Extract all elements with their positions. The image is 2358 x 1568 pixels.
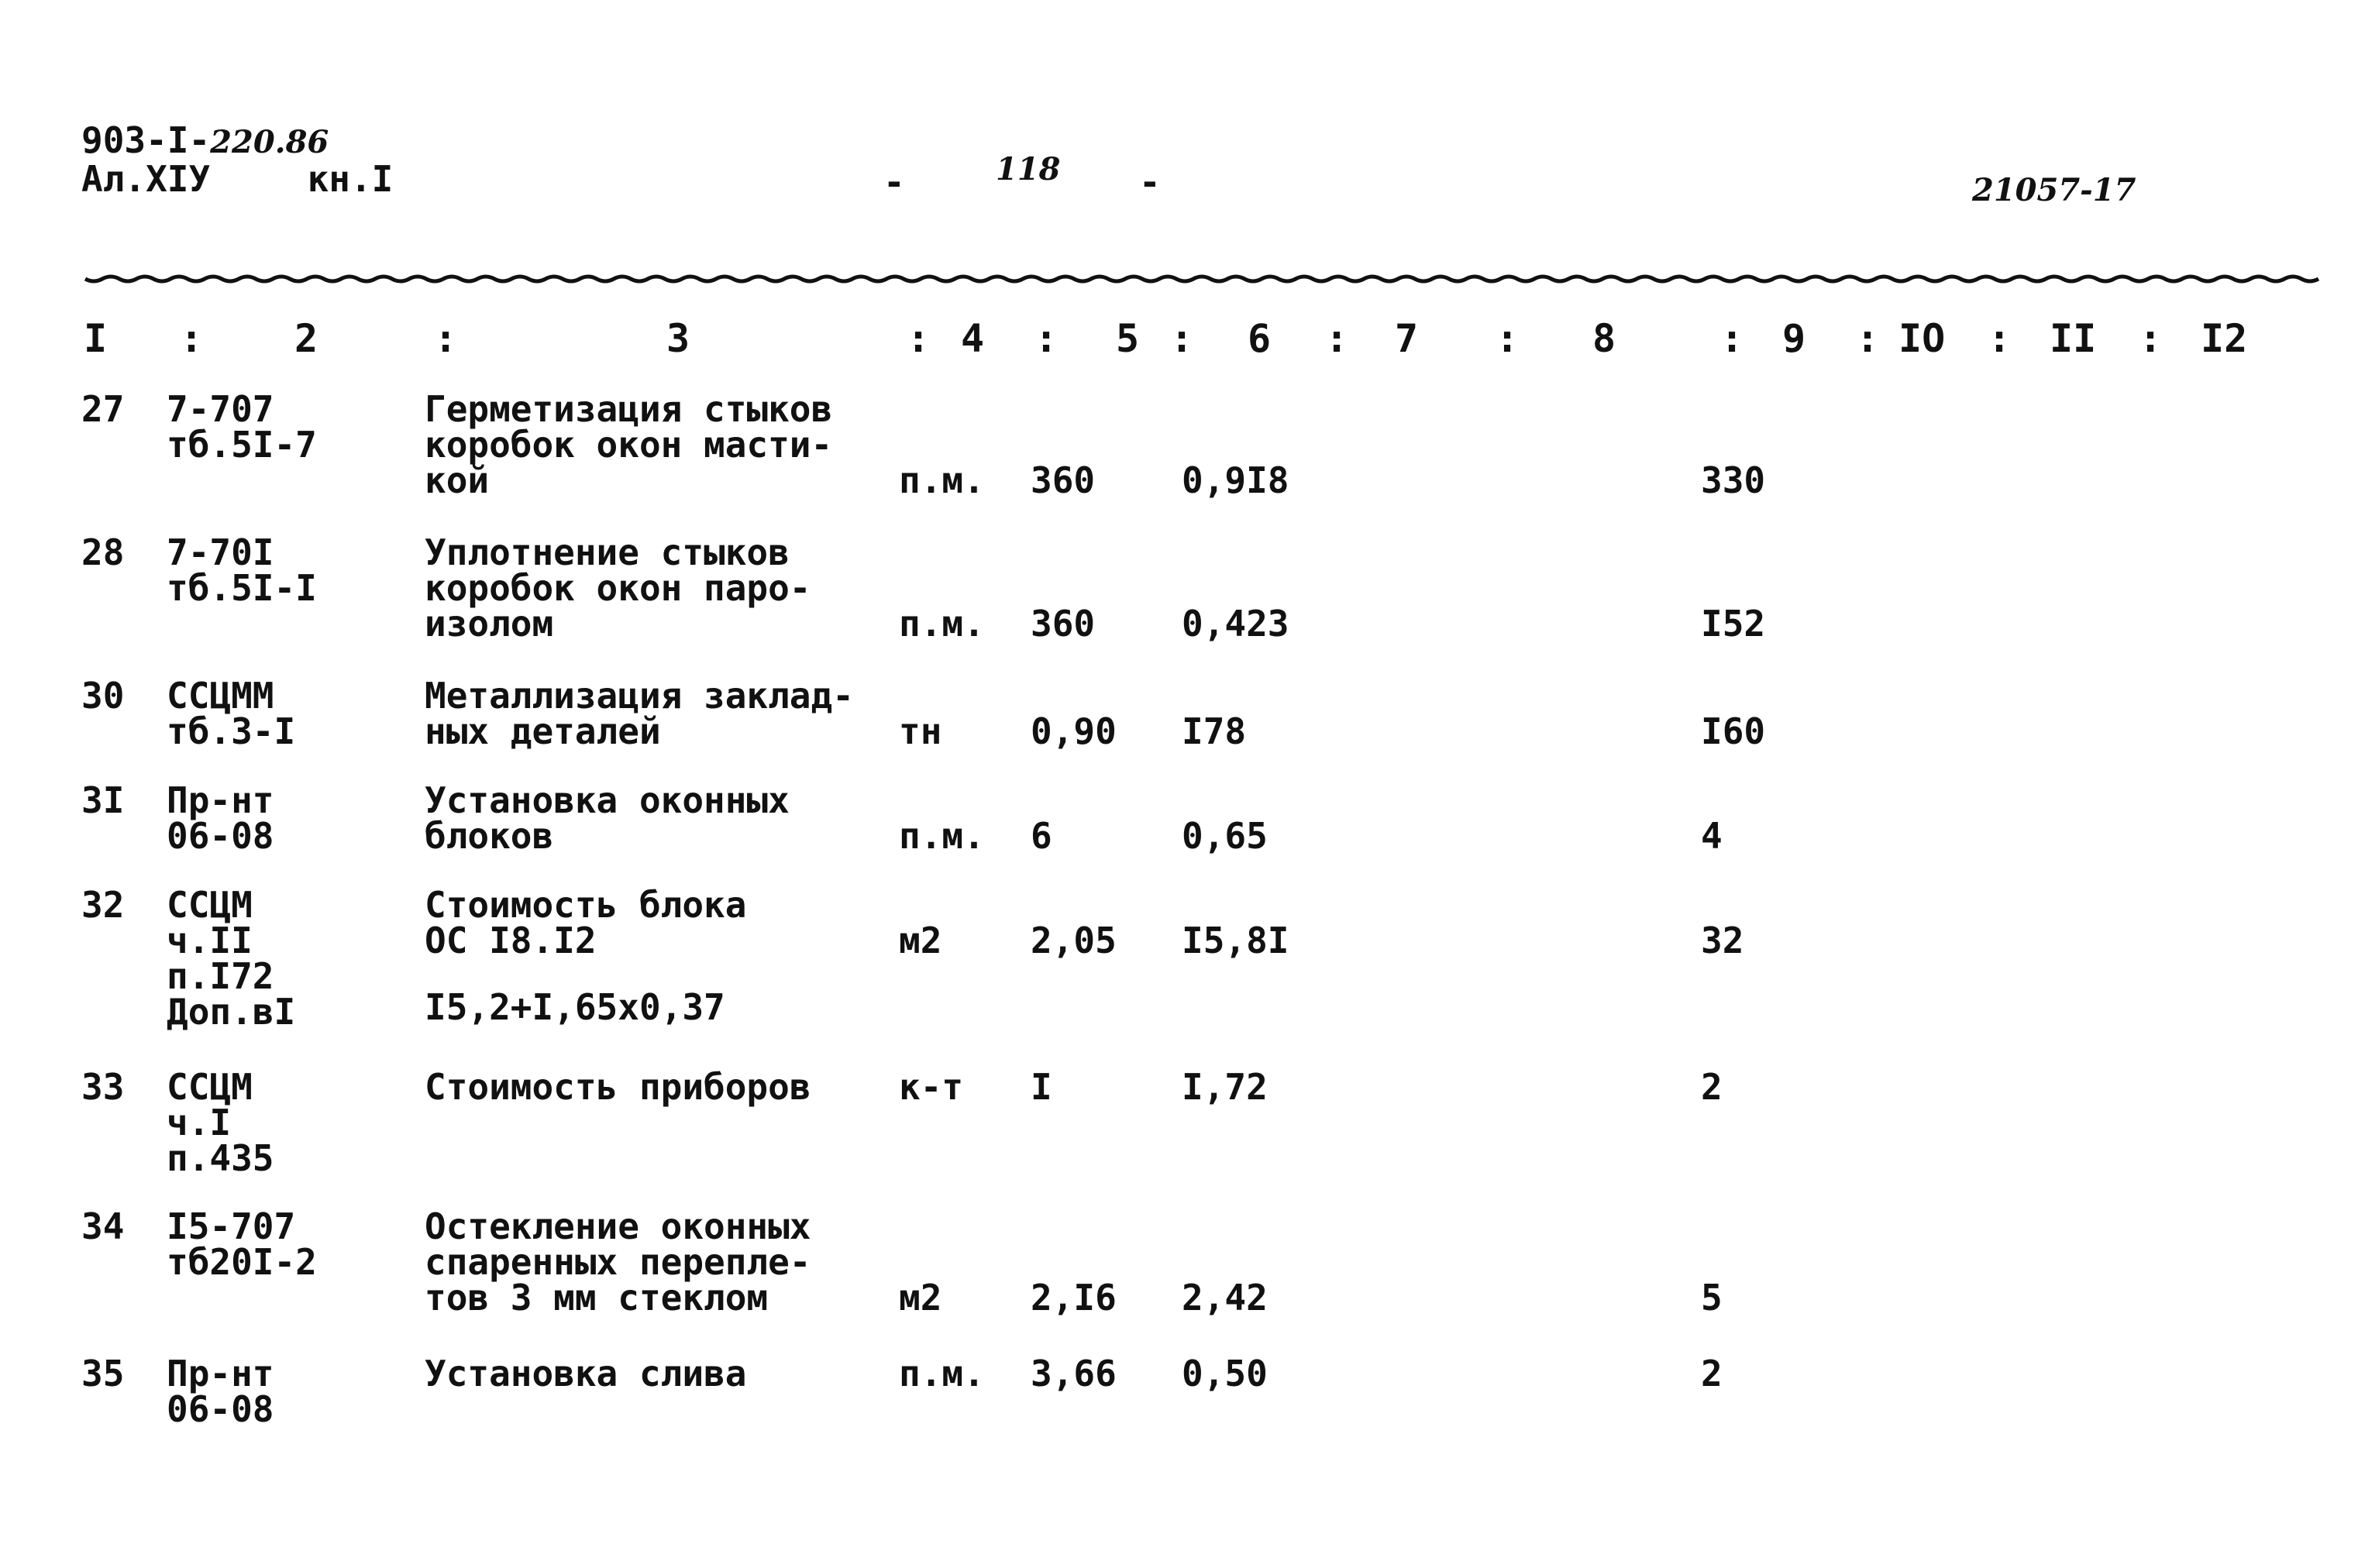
- row-description-line: блоков: [425, 815, 554, 857]
- row-reference-line: Пр-нт: [167, 1353, 274, 1394]
- row-reference-line: I5-707: [167, 1205, 296, 1247]
- row-reference-line: ч.II: [167, 920, 253, 961]
- row-total: 5: [1701, 1277, 1723, 1319]
- row-number: 28: [81, 531, 125, 573]
- row-description-line: Установка оконных: [425, 779, 790, 821]
- row-description-line: спаренных перепле-: [425, 1241, 811, 1283]
- column-separator: :: [1856, 316, 1880, 361]
- row-quantity: 360: [1031, 459, 1096, 501]
- row-reference: [167, 779, 274, 857]
- row-description-line: кой: [425, 459, 490, 501]
- row-number: 33: [81, 1066, 125, 1108]
- row-total: I52: [1701, 603, 1766, 645]
- row-description-line: Металлизация заклад-: [425, 675, 854, 717]
- top-wavy-rule: [0, 0, 2358, 310]
- row-description-line: Остекление оконных: [425, 1205, 811, 1247]
- row-description: [425, 884, 747, 961]
- row-total: I60: [1701, 710, 1766, 752]
- column-number-5: 5: [1116, 316, 1140, 361]
- row-reference-line: ч.I: [167, 1102, 232, 1143]
- column-separator: :: [907, 316, 931, 361]
- column-separator: :: [1496, 316, 1520, 361]
- document-code-handwritten: 220.86: [210, 124, 329, 160]
- row-unit: к-т: [899, 1066, 964, 1108]
- row-unit: м2: [899, 1277, 942, 1319]
- row-number: 35: [81, 1353, 125, 1394]
- column-separator: :: [1034, 316, 1059, 361]
- row-unit-price: 0,65: [1182, 815, 1268, 857]
- album-label: Ал.XIУ: [81, 158, 211, 200]
- row-reference-line: 06-08: [167, 1388, 274, 1430]
- row-reference: [167, 675, 296, 752]
- row-description-line: Герметизация стыков: [425, 388, 833, 430]
- row-description-line: коробок окон масти-: [425, 424, 833, 466]
- row-quantity: 2,05: [1031, 920, 1117, 961]
- row-calculation-note: I5,2+I,65х0,37: [425, 986, 725, 1028]
- row-reference: [167, 1066, 274, 1179]
- page-dash-right: -: [1139, 161, 1161, 203]
- row-description: [425, 1066, 811, 1108]
- row-unit: м2: [899, 920, 942, 961]
- row-unit: тн: [899, 710, 942, 752]
- row-total: 4: [1701, 815, 1723, 857]
- row-unit-price: 2,42: [1182, 1277, 1268, 1319]
- row-total: 2: [1701, 1066, 1723, 1108]
- column-separator: :: [1170, 316, 1194, 361]
- row-reference-line: п.I72: [167, 955, 274, 997]
- row-unit-price: I,72: [1182, 1066, 1268, 1108]
- column-number-3: 3: [666, 316, 690, 361]
- column-separator: :: [1720, 316, 1744, 361]
- row-reference-line: ССЦМ: [167, 884, 253, 926]
- row-reference: [167, 531, 317, 609]
- row-reference-line: Доп.вI: [167, 991, 296, 1033]
- row-number: 34: [81, 1205, 125, 1247]
- column-separator: :: [180, 316, 204, 361]
- column-number-4: 4: [961, 316, 985, 361]
- row-unit: п.м.: [899, 1353, 985, 1394]
- row-total: 32: [1701, 920, 1744, 961]
- column-number-8: 8: [1592, 316, 1616, 361]
- column-number-11: II: [2050, 316, 2097, 361]
- row-quantity: 3,66: [1031, 1353, 1117, 1394]
- row-reference-line: Пр-нт: [167, 779, 274, 821]
- row-reference-line: тб.5I-7: [167, 424, 317, 466]
- row-quantity: 0,90: [1031, 710, 1117, 752]
- page-dash-left: -: [883, 161, 905, 203]
- row-reference: [167, 388, 317, 466]
- row-number: 30: [81, 675, 125, 717]
- column-separator: :: [1325, 316, 1349, 361]
- row-description: [425, 779, 790, 857]
- row-reference-line: тб20I-2: [167, 1241, 317, 1283]
- row-unit: п.м.: [899, 459, 985, 501]
- row-description-line: коробок окон паро-: [425, 567, 811, 609]
- column-number-12: I2: [2201, 316, 2248, 361]
- row-quantity: 2,I6: [1031, 1277, 1117, 1319]
- row-quantity: 6: [1031, 815, 1052, 857]
- row-quantity: 360: [1031, 603, 1096, 645]
- column-separator: :: [434, 316, 458, 361]
- row-reference-line: 06-08: [167, 815, 274, 857]
- row-total: 2: [1701, 1353, 1723, 1394]
- row-unit-price: 0,50: [1182, 1353, 1268, 1394]
- column-number-9: 9: [1782, 316, 1806, 361]
- column-separator: :: [2139, 316, 2163, 361]
- row-description: [425, 388, 833, 501]
- row-reference: [167, 1205, 317, 1283]
- row-reference: [167, 884, 296, 1033]
- row-description: [425, 1353, 747, 1394]
- row-description-line: Установка слива: [425, 1353, 747, 1394]
- row-unit-price: 0,9I8: [1182, 459, 1289, 501]
- row-reference-line: 7-70I: [167, 531, 274, 573]
- row-reference-line: ССЦММ: [167, 675, 274, 717]
- sheet-code: 21057-17: [1972, 172, 2136, 208]
- row-reference: [167, 1353, 274, 1430]
- row-unit: п.м.: [899, 603, 985, 645]
- row-unit: п.м.: [899, 815, 985, 857]
- row-number: 32: [81, 884, 125, 926]
- row-description-line: ных деталей: [425, 710, 661, 752]
- row-description: [425, 1205, 811, 1319]
- row-reference-line: п.435: [167, 1137, 274, 1179]
- column-number-6: 6: [1248, 316, 1272, 361]
- row-description-line: тов 3 мм стеклом: [425, 1277, 769, 1319]
- column-number-7: 7: [1395, 316, 1419, 361]
- row-description-line: Стоимость блока: [425, 884, 747, 926]
- row-description-line: Уплотнение стыков: [425, 531, 790, 573]
- row-unit-price: I78: [1182, 710, 1247, 752]
- row-unit-price: 0,423: [1182, 603, 1289, 645]
- row-total: 330: [1701, 459, 1766, 501]
- row-quantity: I: [1031, 1066, 1052, 1108]
- row-number: 27: [81, 388, 125, 430]
- row-unit-price: I5,8I: [1182, 920, 1289, 961]
- row-reference-line: ССЦМ: [167, 1066, 253, 1108]
- column-number-1: I: [84, 316, 108, 361]
- column-separator: :: [1988, 316, 2012, 361]
- row-description-line: Стоимость приборов: [425, 1066, 811, 1108]
- row-description: [425, 675, 854, 752]
- row-reference-line: 7-707: [167, 388, 274, 430]
- row-reference-line: тб.3-I: [167, 710, 296, 752]
- column-number-2: 2: [294, 316, 318, 361]
- row-reference-line: тб.5I-I: [167, 567, 317, 609]
- document-code-typed: 903-I-: [81, 119, 211, 161]
- page-number: 118: [996, 151, 1061, 187]
- column-number-10: IO: [1898, 316, 1946, 361]
- row-description-line: ОС I8.I2: [425, 920, 597, 961]
- book-label: кн.I: [307, 158, 394, 200]
- row-description: [425, 531, 811, 645]
- row-description-line: изолом: [425, 603, 554, 645]
- row-number: 3I: [81, 779, 125, 821]
